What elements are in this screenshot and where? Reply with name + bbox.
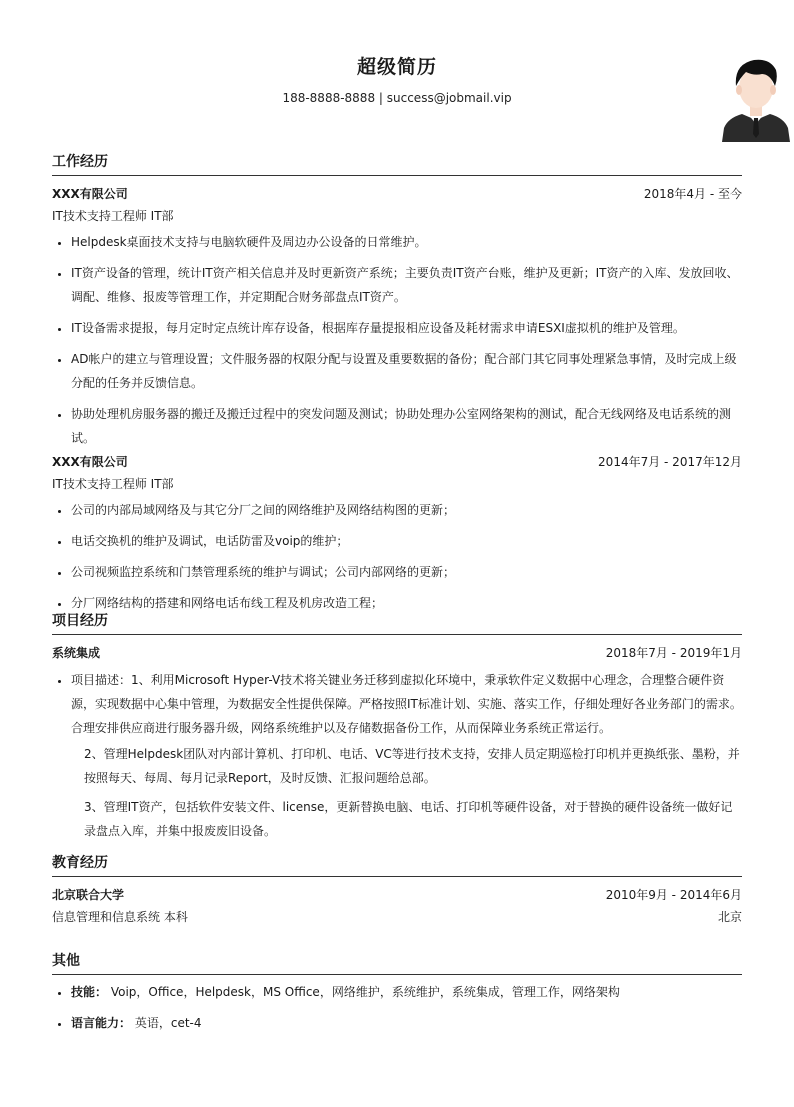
job-bullets <box>52 230 742 450</box>
language-value: 英语，cet-4 <box>134 1016 202 1030</box>
list-item: • 公司视频监控系统和门禁管理系统的维护与调试；公司内部网络的更新； <box>71 560 742 584</box>
entry-header <box>52 183 742 205</box>
entry-date: 2014年7月 - 2017年12月 <box>598 455 742 469</box>
resume-page <box>52 0 742 1030</box>
other-bullets <box>52 980 742 1035</box>
section-title-education: 教育经历 <box>52 853 742 877</box>
list-item <box>71 980 742 1004</box>
entry-date: 2018年7月 - 2019年1月 <box>605 646 742 660</box>
company-name: XXX有限公司 <box>52 187 128 201</box>
language-label: 语言能力： <box>71 1016 132 1030</box>
entry-header <box>52 642 742 664</box>
list-item: • IT资产设备的管理，统计IT资产相关信息并及时更新资产系统；主要负责IT资产台账，维护及更新；IT资产的入库、发放回收、调配、维修、报废等管理工作，并定期配合财务部盘点IT资产。 <box>71 261 742 309</box>
entry-date: 2010年9月 - 2014年6月 <box>605 888 742 902</box>
section-title-other: 其他 <box>52 951 742 975</box>
entry-header <box>52 884 742 906</box>
work-entry <box>52 183 742 450</box>
list-item: • IT设备需求提报，每月定时定点统计库存设备，根据库存量提报相应设备及耗材需求申请ESXI虚拟机的维护及管理。 <box>71 316 742 340</box>
candidate-name: 超级简历 <box>356 56 437 78</box>
section-title-work: 工作经历 <box>52 152 742 176</box>
entry-header <box>52 451 742 473</box>
work-section <box>52 152 742 622</box>
project-paragraph: 2、管理Helpdesk团队对内部计算机、打印机、电话、VC等进行技术支持，安排人员定期巡检打印机并更换纸张、墨粉，并按照每天、每周、每月记录Report，及时反馈、汇报问题给总部。 <box>84 747 740 785</box>
list-item: • 分厂网络结构的搭建和网络电话布线工程及机房改造工程； <box>71 591 742 615</box>
major: 信息管理和信息系统 本科 <box>52 910 188 924</box>
education-details <box>52 906 742 928</box>
project-section <box>52 611 742 848</box>
skills-value: Voip，Office，Helpdesk，MS Office，网络维护，系统维护，系统集成，管理工作，网络架构 <box>110 985 620 999</box>
avatar <box>718 54 794 142</box>
project-paragraph: 3、管理IT资产，包括软件安装文件、license，更新替换电脑、电话、打印机等硬件设备，对于替换的硬件设备统一做好记录盘点入库，并集中报废废旧设备。 <box>84 800 733 838</box>
education-section <box>52 853 742 928</box>
school-name: 北京联合大学 <box>52 888 125 902</box>
job-bullets <box>52 498 742 615</box>
list-item <box>71 1011 742 1035</box>
contact-info: 188-8888-8888 | success@jobmail.vip <box>282 91 512 105</box>
resume-header <box>52 0 742 107</box>
job-role-text: IT技术支持工程师 IT部 <box>52 477 174 491</box>
section-title-project: 项目经历 <box>52 611 742 635</box>
job-role <box>52 205 742 227</box>
location: 北京 <box>717 910 742 924</box>
other-section <box>52 951 742 1042</box>
list-item: • 电话交换机的维护及调试，电话防雷及voip的维护； <box>71 529 742 553</box>
company-name: XXX有限公司 <box>52 455 128 469</box>
job-role <box>52 473 742 495</box>
list-item: • 项目描述：1、利用Microsoft Hyper-V技术将关键业务迁移到虚拟化环境中，秉承软件定义数据中心理念，合理整合硬件资源，实现数据中心集中管理，为数据安全性提供保障。严格按照IT标准计划、实施、落实工作，仔细处理好各业务部门的需求。合理安排供应商进行服务器升级，网络系统维护以及存储数据备份工作，从而保障业务系统正常运行。 <box>71 668 742 740</box>
project-bullets <box>52 668 742 740</box>
skills-label: 技能： <box>71 985 108 999</box>
job-role-text: IT技术支持工程师 IT部 <box>52 209 174 223</box>
list-item: • Helpdesk桌面技术支持与电脑软硬件及周边办公设备的日常维护。 <box>71 230 742 254</box>
entry-date: 2018年4月 - 至今 <box>643 187 742 201</box>
list-item: • 协助处理机房服务器的搬迁及搬迁过程中的突发问题及测试；协助处理办公室网络架构的测试，配合无线网络及电话系统的测试。 <box>71 402 742 450</box>
project-name: 系统集成 <box>52 646 101 660</box>
list-item: • 公司的内部局域网络及与其它分厂之间的网络维护及网络结构图的更新； <box>71 498 742 522</box>
work-entry <box>52 451 742 615</box>
list-item: • AD帐户的建立与管理设置；文件服务器的权限分配与设置及重要数据的备份；配合部门其它同事处理紧急事情，及时完成上级分配的任务并反馈信息。 <box>71 347 742 395</box>
